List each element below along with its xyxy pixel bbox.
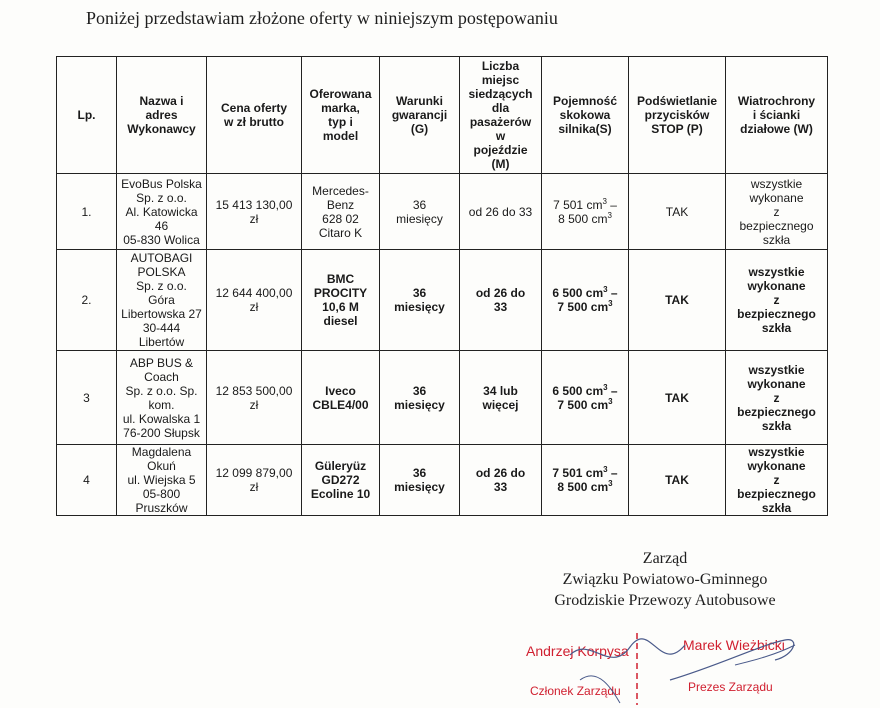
cell-text-line: wszystkie	[748, 265, 805, 279]
cell-text-line: skokowa	[559, 108, 611, 122]
header-contractor	[117, 57, 207, 174]
cell-text-line: bezpiecznego	[737, 487, 816, 501]
cell-windshields	[726, 250, 828, 351]
cell-text-line: 36	[412, 286, 427, 300]
cell-capacity: 6 500 $cm^3$ – 7 500 $cm^3$	[542, 250, 629, 351]
cell-text-line: model	[322, 129, 359, 143]
capacity-to: 7 500 cm	[557, 300, 609, 314]
cell-text-line: 12 853 500,00	[215, 383, 293, 398]
cell-text-line: silnika(S)	[558, 122, 612, 136]
signature-name-2: Marek Wieżbicki	[683, 637, 785, 653]
cell-text-line: STOP (P)	[651, 122, 703, 136]
cell-text-line: Góra	[148, 293, 175, 307]
cell-text-line: Wykonawcy	[127, 122, 196, 136]
cell-text-line: Mercedes-	[312, 183, 369, 198]
capacity-from: 6 500 cm	[552, 286, 604, 300]
header-row	[57, 57, 828, 174]
cell-text-line: Sp. z o.o.	[136, 190, 187, 205]
table-row	[57, 351, 828, 445]
board-signature-block	[480, 548, 850, 611]
cell-text-line: (M)	[491, 157, 510, 171]
cell-price	[207, 351, 302, 445]
cell-text-line: Sp. z o.o. Sp.	[125, 383, 198, 398]
cell-text-line: Coach	[144, 369, 179, 384]
capacity-from: 7 501 cm	[553, 197, 603, 212]
signature-role-1: Członek Zarządu	[530, 684, 621, 698]
cell-text-line: w zł brutto	[224, 115, 284, 129]
cell-text-line: EvoBus Polska	[121, 176, 202, 191]
cell-text-line: Benz	[326, 197, 355, 212]
capacity-from: 7 501 cm	[552, 466, 604, 480]
cell-text-line: 36	[412, 197, 427, 212]
cell-text-line: szkła	[761, 321, 792, 335]
cell-contractor	[117, 445, 207, 516]
cell-model	[302, 250, 380, 351]
cell-text-line: dla	[491, 101, 510, 115]
cell-text-line: Güleryüz	[314, 459, 367, 473]
header-model	[302, 57, 380, 174]
cell-text-line: BMC	[326, 272, 355, 286]
cell-text-line: Podświetlanie	[636, 94, 718, 108]
cell-seats	[460, 174, 542, 250]
cell-warranty	[380, 174, 460, 250]
cell-text-line: Libertów	[138, 335, 185, 349]
cell-text-line: Al. Katowicka	[125, 204, 198, 219]
cell-text-line: CBLE4/00	[312, 397, 369, 412]
cell-text-line: Pojemność	[552, 94, 618, 108]
cell-seats	[460, 351, 542, 445]
cell-text-line: wszystkie	[750, 176, 803, 191]
cell-seats	[460, 250, 542, 351]
cell-text-line: 33	[493, 300, 508, 314]
cell-text-line: Lp.	[77, 108, 96, 122]
cell-text-line: 12 099 879,00	[215, 466, 293, 480]
cell-text-line: Citaro K	[318, 225, 363, 240]
cell-text-line: (G)	[410, 122, 429, 136]
cell-warranty	[380, 351, 460, 445]
cell-text-line: Magdalena	[131, 445, 192, 459]
cell-lp: 3	[57, 351, 117, 445]
cell-text-line: 12 644 400,00	[215, 286, 293, 300]
table-row	[57, 174, 828, 250]
cell-text-line: diesel	[323, 314, 358, 328]
cell-text-line: zł	[249, 480, 259, 494]
cell-text-line: 36	[412, 383, 427, 398]
cell-text-line: Libertowska 27	[121, 307, 202, 321]
cell-text-line: ABP BUS &	[129, 355, 194, 370]
cell-text-line: ul. Wiejska 5	[127, 473, 196, 487]
cell-text-line: Liczba	[481, 59, 520, 73]
cell-text-line: 05-800	[142, 487, 181, 501]
cell-text-line: Okuń	[147, 459, 176, 473]
header-price	[207, 57, 302, 174]
cell-stop-lights: TAK	[629, 250, 726, 351]
cell-text-line: PROCITY	[313, 286, 368, 300]
cell-text-line: pasażerów	[469, 115, 532, 129]
cell-text-line: przycisków	[644, 108, 710, 122]
cell-text-line: miesięcy	[396, 211, 443, 226]
table-row	[57, 250, 828, 351]
capacity-to: 8 500 cm	[558, 211, 608, 226]
cell-text-line: 76-200 Słupsk	[123, 425, 200, 440]
cell-text-line: 05-830 Wolica	[123, 232, 200, 247]
cell-text-line: wykonane	[747, 376, 806, 391]
capacity-to: 7 500 cm	[557, 397, 609, 412]
cell-price	[207, 445, 302, 516]
cell-windshields	[726, 174, 828, 250]
cell-text-line: 33	[493, 480, 508, 494]
cell-price	[207, 174, 302, 250]
cell-text-line: 36	[412, 466, 427, 480]
offers-table	[56, 56, 828, 516]
cell-text-line: z	[773, 473, 780, 487]
cell-text-line: od 26 do	[475, 286, 526, 300]
cell-text-line: Cena oferty	[220, 101, 288, 115]
cell-text-line: działowe (W)	[740, 122, 813, 136]
header-lp	[57, 57, 117, 174]
cell-text-line: wykonane	[747, 279, 806, 293]
cell-text-line: Nazwa i	[139, 94, 184, 108]
capacity-from: 6 500 cm	[552, 383, 604, 398]
cell-text-line: 628 02	[322, 211, 359, 226]
cell-capacity: 6 500 $cm^3$ – 7 500 $cm^3$	[542, 351, 629, 445]
header-seats	[460, 57, 542, 174]
cell-text-line: 46	[154, 218, 169, 233]
cell-text-line: szkła	[762, 232, 791, 247]
cell-contractor	[117, 351, 207, 445]
header-stop-lights	[629, 57, 726, 174]
cell-text-line: marka,	[321, 101, 360, 115]
cell-text-line: zł	[249, 300, 259, 314]
cell-text-line: adres	[145, 108, 178, 122]
cell-text-line: GD272	[321, 473, 360, 487]
cell-text-line: typ i	[328, 115, 353, 129]
cell-text-line: Ecoline 10	[310, 487, 371, 501]
cell-text-line: wszystkie	[748, 362, 805, 377]
table-row	[57, 445, 828, 516]
cell-text-line: Iveco	[325, 383, 356, 398]
cell-text-line: szkła	[761, 418, 792, 433]
cell-text-line: siedzących	[468, 87, 533, 101]
cell-text-line: z	[773, 204, 780, 219]
cell-model	[302, 445, 380, 516]
cell-text-line: od 26 do	[475, 466, 526, 480]
cell-text-line: 10,6 M	[322, 300, 359, 314]
cell-windshields	[726, 445, 828, 516]
cell-capacity: 7 501 $cm^3$ – 8 500 $cm^3$	[542, 445, 629, 516]
cell-warranty	[380, 445, 460, 516]
capacity-to: 8 500 cm	[557, 480, 609, 494]
cell-seats	[460, 445, 542, 516]
cell-model	[302, 174, 380, 250]
cell-price	[207, 250, 302, 351]
cell-text-line: kom.	[148, 397, 175, 412]
cell-lp: 2.	[57, 250, 117, 351]
header-windshields	[726, 57, 828, 174]
board-org-subtitle: Grodziskie Przewozy Autobusowe	[554, 592, 776, 609]
cell-contractor	[117, 174, 207, 250]
signature-name-1: Andrzej Korpysa	[526, 643, 629, 659]
cell-capacity: 7 501 $cm^3$ – 8 500 $cm^3$	[542, 174, 629, 250]
signature-role-2: Prezes Zarządu	[688, 680, 773, 694]
cell-text-line: Pruszków	[135, 501, 188, 515]
cell-text-line: wszystkie	[748, 445, 805, 459]
cell-contractor	[117, 250, 207, 351]
cell-lp: 4	[57, 445, 117, 516]
cell-text-line: zł	[249, 397, 259, 412]
cell-model	[302, 351, 380, 445]
cell-text-line: więcej	[482, 397, 519, 412]
cell-lp: 1.	[57, 174, 117, 250]
cell-windshields	[726, 351, 828, 445]
cell-text-line: Warunki	[396, 94, 443, 108]
cell-text-line: miesięcy	[394, 300, 445, 314]
cell-text-line: ul. Kowalska 1	[122, 411, 201, 426]
cell-text-line: 34 lub	[483, 383, 518, 398]
cell-text-line: AUTOBAGI	[130, 251, 193, 265]
cell-text-line: wykonane	[747, 459, 806, 473]
cell-text-line: bezpiecznego	[739, 218, 814, 233]
cell-text-line: 15 413 130,00	[215, 197, 293, 212]
cell-stop-lights: TAK	[629, 445, 726, 516]
cell-text-line: Sp. z o.o.	[136, 279, 187, 293]
header-capacity	[542, 57, 629, 174]
cell-text-line: i ścianki	[752, 108, 801, 122]
cell-text-line: miejsc	[481, 73, 520, 87]
cell-text-line: szkła	[761, 501, 792, 515]
cell-stop-lights: TAK	[629, 351, 726, 445]
cell-text-line: miesięcy	[394, 480, 445, 494]
board-title: Zarząd	[642, 550, 688, 567]
intro-text: Poniżej przedstawiam złożone oferty w niniejszym postępowaniu	[86, 8, 558, 28]
cell-text-line: bezpiecznego	[737, 404, 816, 419]
header-warranty	[380, 57, 460, 174]
cell-text-line: POLSKA	[137, 265, 186, 279]
cell-stop-lights: TAK	[629, 174, 726, 250]
cell-text-line: Wiatrochrony	[737, 94, 816, 108]
cell-text-line: zł	[249, 211, 259, 226]
cell-text-line: Oferowana	[309, 87, 372, 101]
handwritten-signature-marks	[520, 625, 840, 708]
cell-text-line: z	[773, 390, 780, 405]
cell-text-line: z	[773, 293, 780, 307]
board-org-name: Związku Powiatowo-Gminnego	[562, 571, 768, 588]
cell-text-line: miesięcy	[394, 397, 445, 412]
cell-text-line: wykonane	[749, 190, 804, 205]
cell-warranty	[380, 250, 460, 351]
cell-text-line: 30-444	[142, 321, 181, 335]
cell-text-line: w	[495, 129, 506, 143]
cell-text-line: pojeździe	[473, 143, 528, 157]
cell-text-line: od 26 do 33	[468, 204, 533, 219]
cell-text-line: gwarancji	[391, 108, 448, 122]
cell-text-line: bezpiecznego	[737, 307, 816, 321]
